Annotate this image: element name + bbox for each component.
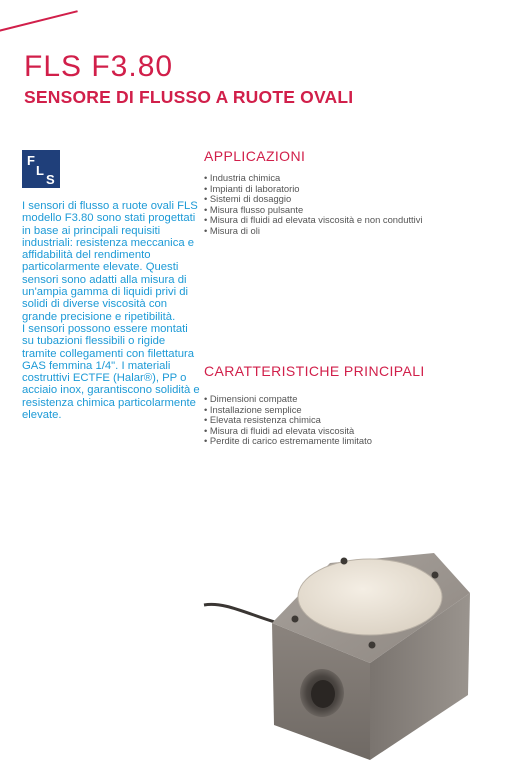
list-item: • Installazione semplice [204, 405, 372, 416]
list-item: • Impianti di laboratorio [204, 184, 423, 195]
screw-hole [369, 642, 376, 649]
fls-logo-icon [22, 150, 60, 188]
list-item: • Misura di fluidi ad elevata viscosità e non conduttivi [204, 215, 423, 226]
list-item: • Perdite di carico estremamente limitato [204, 436, 372, 447]
page-title: FLS F3.80 [24, 50, 174, 83]
caratteristiche-list [204, 394, 372, 447]
caratteristiche-heading: CARATTERISTICHE PRINCIPALI [204, 363, 425, 379]
threaded-port-inner [311, 680, 335, 708]
screw-hole [341, 558, 348, 565]
list-item: • Sistemi di dosaggio [204, 194, 423, 205]
logo-letter-s: S [46, 172, 55, 187]
logo-letter-f: F [27, 153, 35, 168]
applicazioni-list [204, 173, 423, 237]
list-item: • Dimensioni compatte [204, 394, 372, 405]
logo-letter-l: L [36, 163, 44, 178]
page-subtitle: SENSORE DI FLUSSO A RUOTE OVALI [24, 87, 354, 107]
list-item: • Misura di oli [204, 226, 423, 237]
intro-paragraph [22, 200, 200, 421]
flow-sensor-photo [192, 545, 482, 775]
list-item: • Elevata resistenza chimica [204, 415, 372, 426]
sensor-cap [298, 559, 442, 635]
screw-hole [292, 616, 299, 623]
screw-hole [432, 572, 439, 579]
list-item: • Misura di fluidi ad elevata viscosità [204, 426, 372, 437]
corner-accent-line [0, 10, 78, 34]
list-item: • Industria chimica [204, 173, 423, 184]
applicazioni-heading: APPLICAZIONI [204, 148, 306, 164]
list-item: • Misura flusso pulsante [204, 205, 423, 216]
intro-text: I sensori di flusso a ruote ovali FLS modello F3.80 sono stati progettati in base ai principali requisiti industriali: resistenza meccanica e affidabilità del rendimento particolarmente elevate. Questi sensori sono adatti alla misura di un'ampia gamma di liquidi privi di solidi di diverse viscosità con grande precisione e ripetibilità. I sensori possono essere montati su tubazioni flessibili o rigide tramite collegamenti con filettatura GAS femmina 1/4". I materiali costruttivi ECTFE (Halar®), PP o acciaio inox, garantiscono solidità e resistenza chimica particolarmente elevate. [22, 200, 200, 422]
